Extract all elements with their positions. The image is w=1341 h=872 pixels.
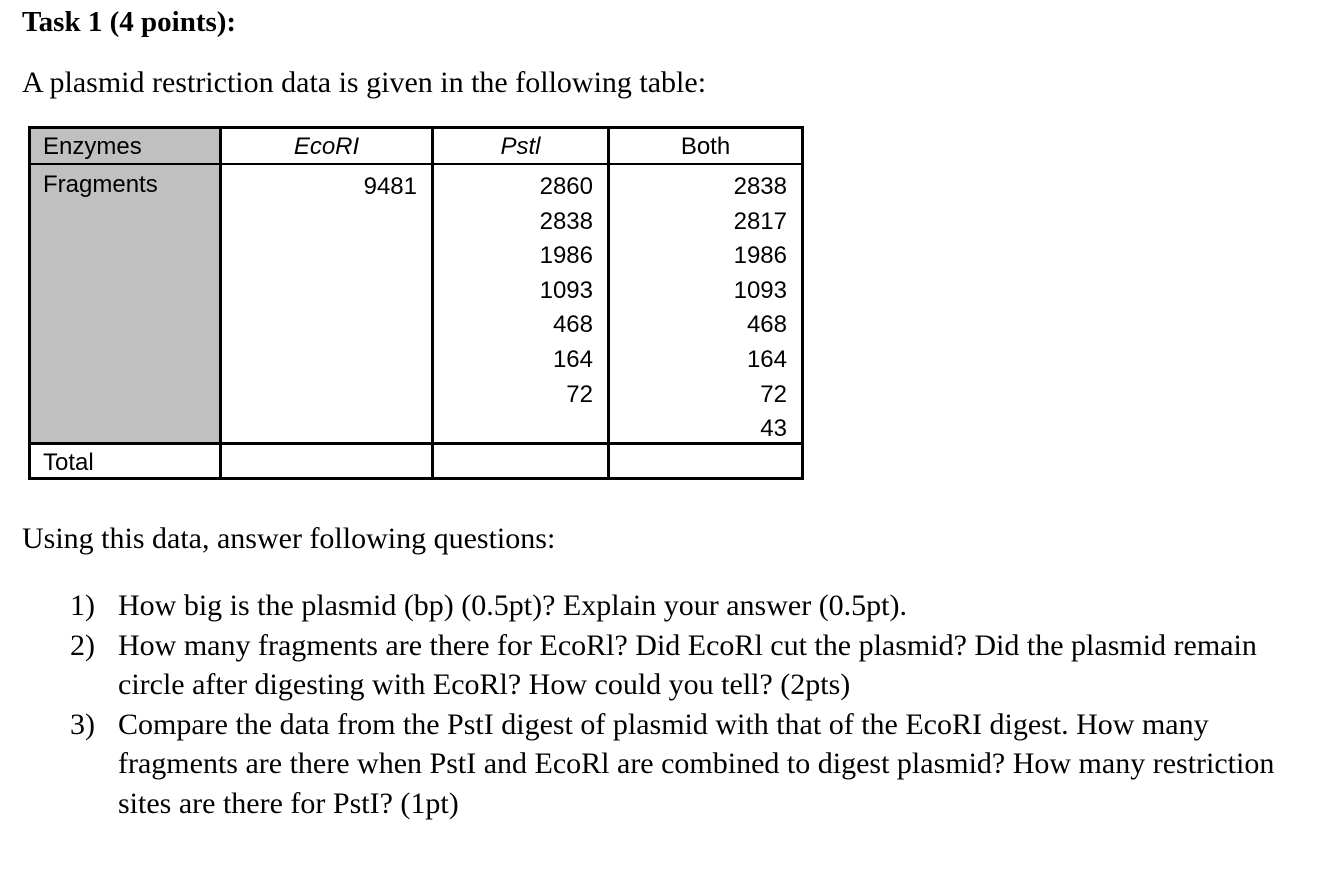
both-fragment: 1093 [733, 276, 787, 304]
total-divider [31, 442, 801, 445]
pstl-values [540, 170, 593, 412]
ecori-header: EcoRI [293, 133, 360, 160]
pstl-fragment: 164 [552, 345, 593, 373]
question-text: How many fragments are there for EcoRl? Did EcoRl cut the plasmid? Did the plasmid remain circle after digesting with EcoRl? How could you tell? (2pts) [118, 628, 1257, 701]
both-fragment: 1986 [733, 242, 787, 270]
pstl-column [434, 129, 610, 477]
restriction-data-table [28, 126, 804, 480]
ecori-fragment: 9481 [363, 173, 417, 200]
ecori-column [222, 129, 434, 477]
pstl-fragment: 468 [552, 311, 593, 339]
question-text: Compare the data from the PstI digest of plasmid with that of the EcoRI digest. How many fragments are there when PstI and EcoRl are combined to digest plasmid? How many restriction sites are there for PstI? (1pt) [118, 707, 1275, 820]
both-fragment: 468 [746, 311, 787, 339]
pstl-fragment: 72 [566, 380, 593, 408]
both-fragment: 72 [760, 380, 787, 408]
question-item [70, 705, 1310, 824]
question-text: How big is the plasmid (bp) (0.5pt)? Explain your answer (0.5pt). [118, 589, 908, 622]
ecori-values [364, 170, 417, 205]
both-fragment: 2838 [733, 173, 787, 200]
questions-intro: Using this data, answer following questions: [22, 522, 556, 555]
intro-text: A plasmid restriction data is given in the following table: [22, 66, 707, 99]
question-list [70, 586, 1310, 823]
fragments-label: Fragments [43, 171, 158, 198]
pstl-fragment: 2860 [539, 173, 593, 200]
question-item [70, 626, 1310, 705]
pstl-fragment: 1986 [539, 242, 593, 270]
pstl-header: Pstl [500, 133, 541, 160]
pstl-fragment: 1093 [539, 276, 593, 304]
question-item [70, 586, 1310, 626]
header-divider [31, 163, 801, 165]
question-number: 3) [70, 707, 95, 741]
total-label: Total [43, 449, 94, 476]
label-column [31, 129, 222, 477]
both-fragment: 164 [746, 345, 787, 373]
both-values [734, 170, 787, 447]
pstl-fragment: 2838 [539, 207, 593, 235]
task-title: Task 1 (4 points): [22, 6, 237, 38]
enzymes-header: Enzymes [43, 133, 142, 160]
both-fragment: 43 [760, 415, 787, 443]
both-column [610, 129, 801, 477]
both-header: Both [680, 133, 731, 160]
question-number: 2) [70, 628, 95, 662]
both-fragment: 2817 [733, 207, 787, 235]
question-number: 1) [70, 589, 95, 622]
